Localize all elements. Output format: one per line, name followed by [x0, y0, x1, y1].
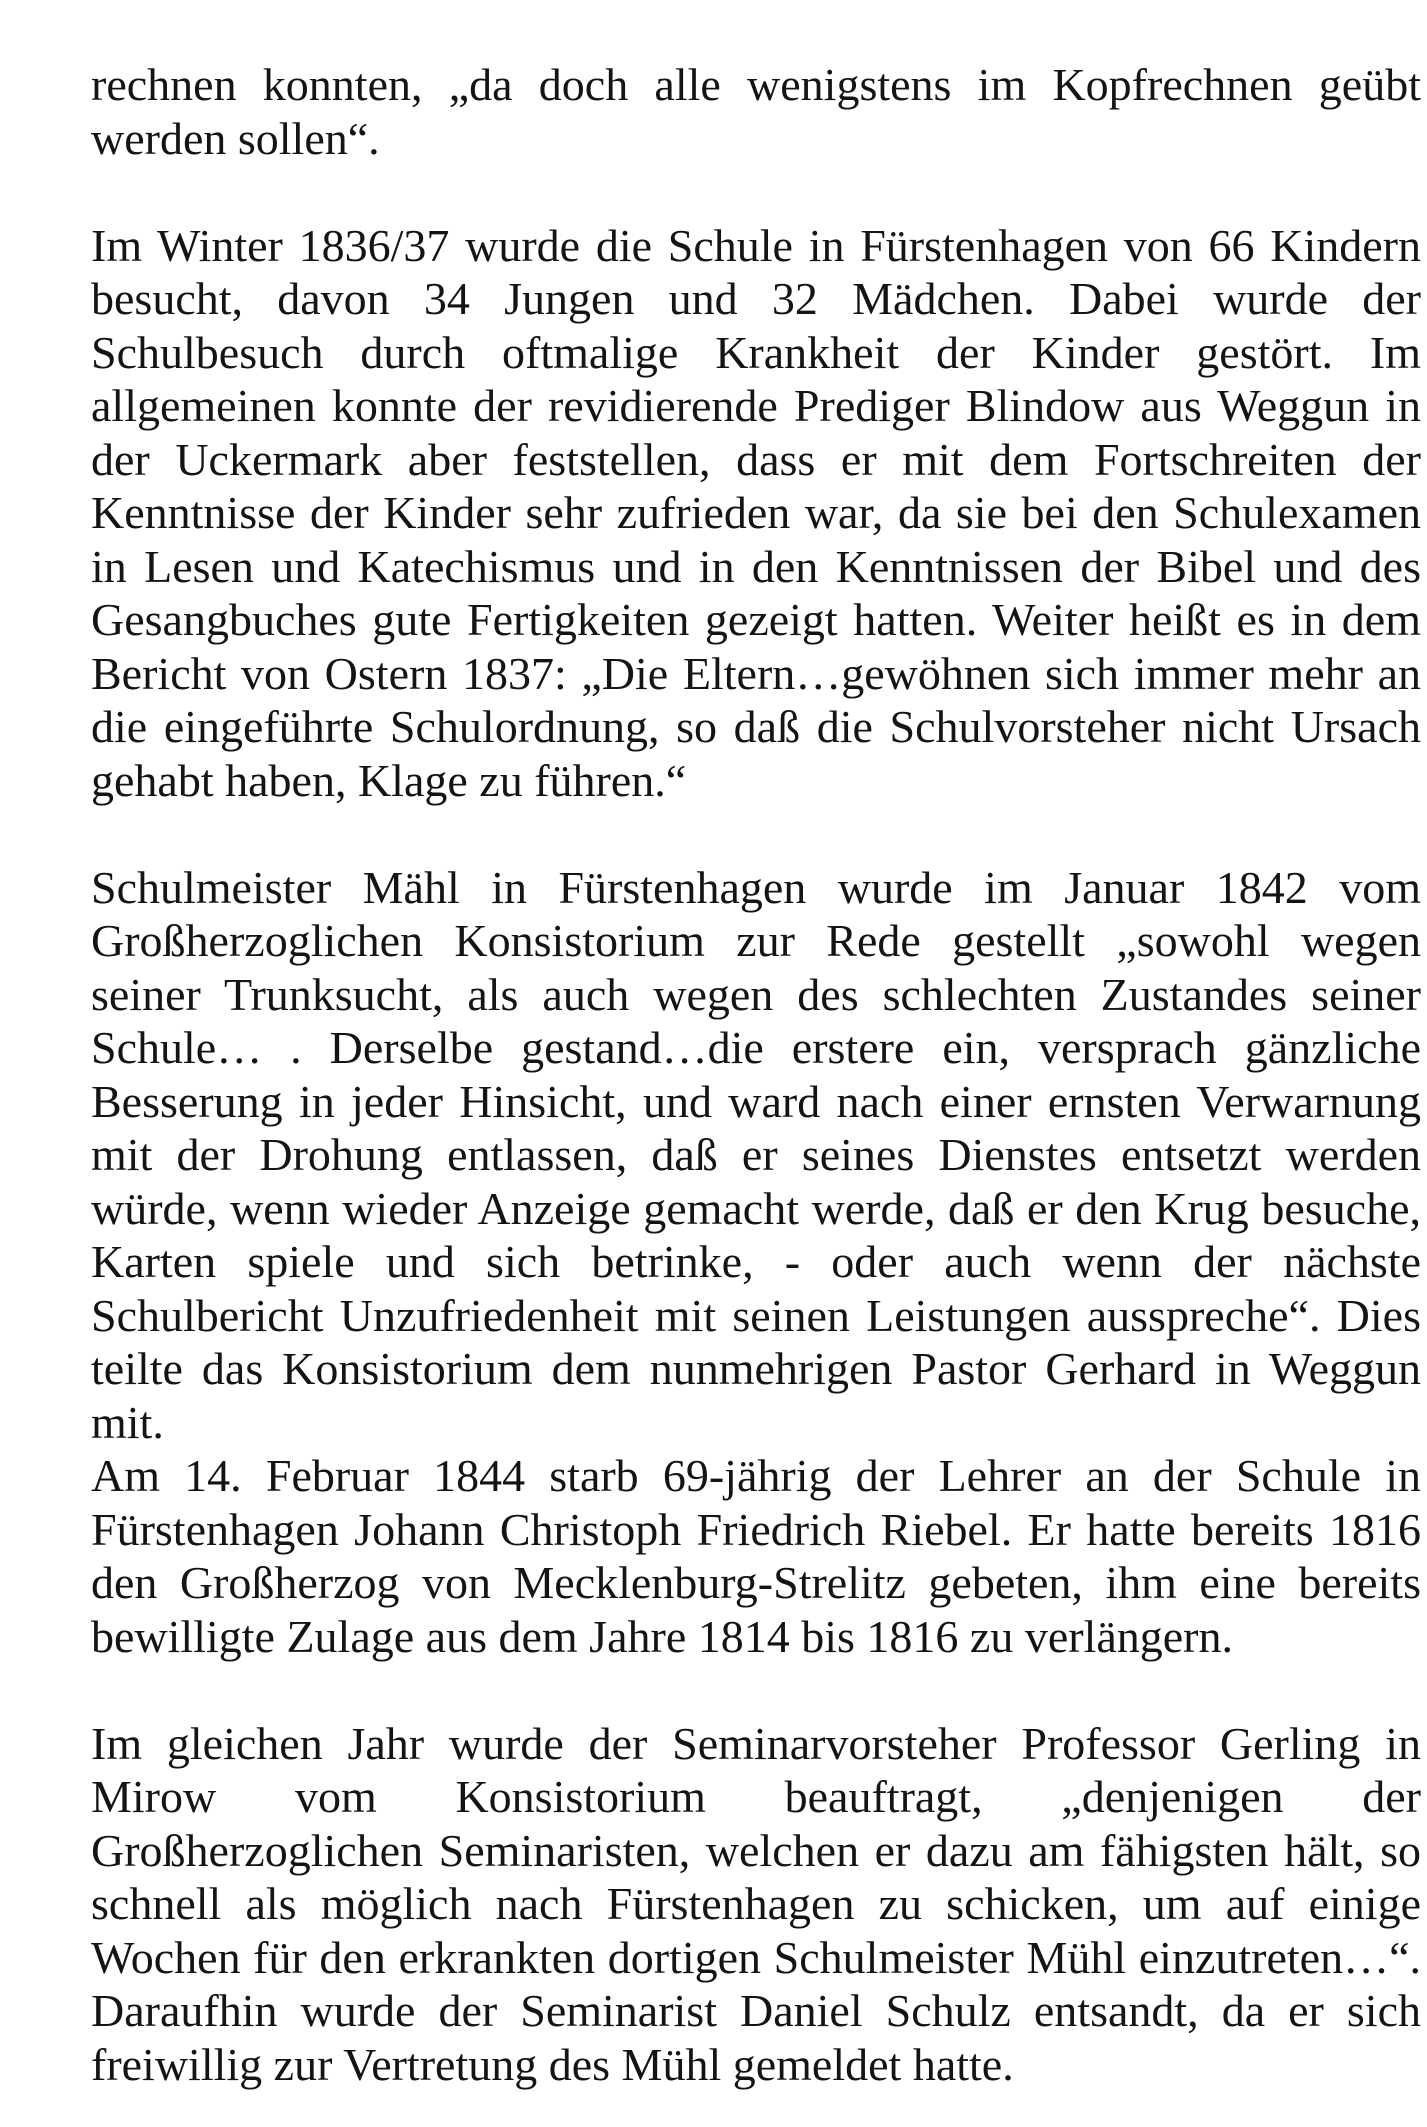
paragraph-3: Schulmeister Mähl in Fürstenhagen wurde im Januar 1842 vom Großherzoglichen Konsistorium zur Rede gestellt „sowohl wegen seiner Trunksucht, als auch wegen des schlechten Zustandes seiner Schule… . Derselbe gestand…die erstere ein, versprach gänzliche Besserung in jeder Hinsicht, und ward nach einer ernsten Verwarnung mit der Drohung entlassen, daß er seines Dienstes entsetzt werden würde, wenn wieder Anzeige gemacht werde, daß er den Krug besuche, Karten spiele und sich betrinke, - oder auch wenn der nächste Schulbericht Unzufriedenheit mit seinen Leistungen ausspreche“. Dies teilte das Konsistorium dem nunmehrigen Pastor Gerhard in Weggun mit.: [91, 861, 1421, 1448]
paragraph-gap: [91, 165, 1421, 219]
paragraph-gap: [91, 1663, 1421, 1717]
paragraph-5: Im gleichen Jahr wurde der Seminarvorsteher Professor Gerling in Mirow vom Konsistorium beauftragt, „denjenigen der Großherzoglichen Seminaristen, welchen er dazu am fähigsten hält, so schnell als möglich nach Fürstenhagen zu schicken, um auf einige Wochen für den erkrankten dortigen Schulmeister Mühl einzutreten…“. Daraufhin wurde der Seminarist Daniel Schulz entsandt, da er sich freiwillig zur Vertretung des Mühl gemeldet hatte.: [91, 1717, 1421, 2090]
document-page: [91, 58, 1421, 2091]
paragraph-gap: [91, 807, 1421, 861]
paragraph-4: Am 14. Februar 1844 starb 69-jährig der Lehrer an der Schule in Fürstenhagen Johann Christoph Friedrich Riebel. Er hatte bereits 1816 den Großherzog von Mecklenburg-Strelitz gebeten, ihm eine bereits bewilligte Zulage aus dem Jahre 1814 bis 1816 zu verlängern.: [91, 1450, 1421, 1662]
paragraph-2: Im Winter 1836/37 wurde die Schule in Fürstenhagen von 66 Kindern besucht, davon 34 Jungen und 32 Mädchen. Dabei wurde der Schulbesuch durch oftmalige Krankheit der Kinder gestört. Im allgemeinen konnte der revidierende Prediger Blindow aus Weggun in der Uckermark aber feststellen, dass er mit dem Fortschreiten der Kenntnisse der Kinder sehr zufrieden war, da sie bei den Schulexamen in Lesen und Katechismus und in den Kenntnissen der Bibel und des Gesangbuches gute Fertigkeiten gezeigt hatten. Weiter heißt es in dem Bericht von Ostern 1837: „Die Eltern…gewöhnen sich immer mehr an die eingeführte Schulordnung, so daß die Schulvorsteher nicht Ursach gehabt haben, Klage zu führen.“: [91, 219, 1421, 806]
paragraph-1: rechnen konnten, „da doch alle wenigstens im Kopfrechnen geübt werden sollen“.: [91, 59, 1421, 164]
